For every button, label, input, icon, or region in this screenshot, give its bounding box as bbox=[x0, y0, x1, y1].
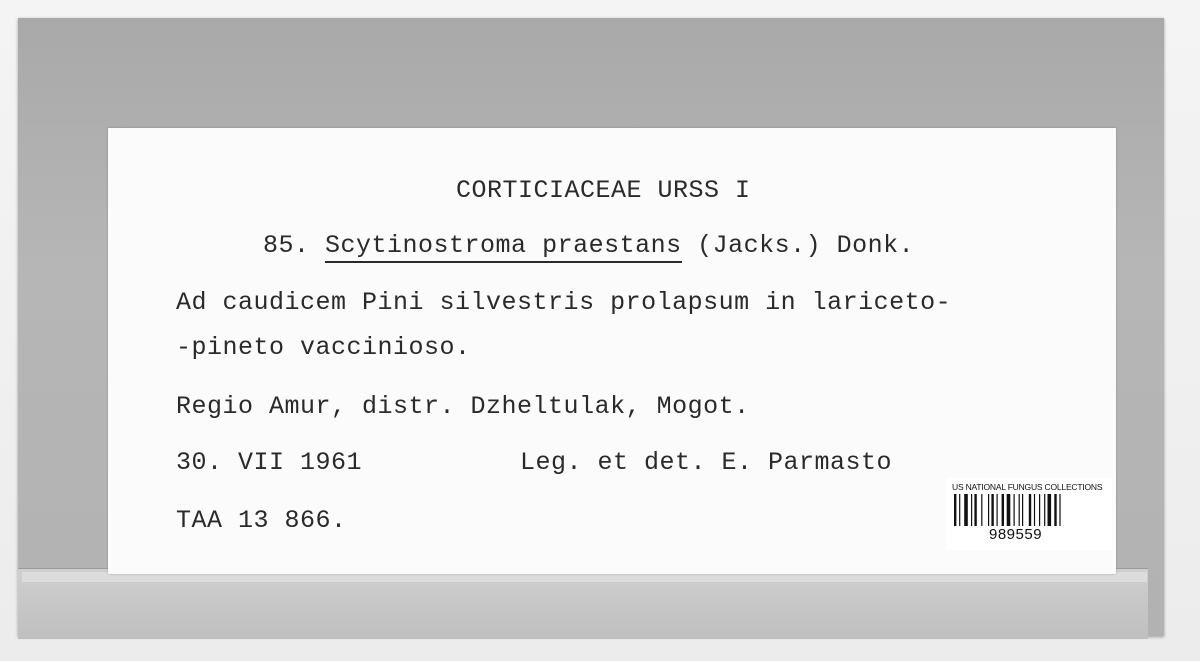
species-authority: (Jacks.) Donk. bbox=[697, 231, 915, 260]
substrate-line-1: Ad caudicem Pini silvestris prolapsum in lariceto- bbox=[176, 288, 952, 317]
species-name: Scytinostroma praestans bbox=[325, 231, 682, 263]
collector: Leg. et det. E. Parmasto bbox=[520, 448, 893, 477]
barcode-sticker bbox=[946, 478, 1112, 550]
label-header: CORTICIACEAE URSS I bbox=[456, 176, 751, 205]
barcode-bars bbox=[954, 494, 1096, 526]
specimen-label bbox=[108, 128, 1116, 574]
barcode-number: 989559 bbox=[989, 526, 1043, 543]
accession-number: TAA 13 866. bbox=[176, 506, 347, 535]
collection-date: 30. VII 1961 bbox=[176, 448, 363, 477]
barcode-title: US NATIONAL FUNGUS COLLECTIONS bbox=[952, 482, 1103, 492]
substrate-line-2: -pineto vaccinioso. bbox=[176, 333, 471, 362]
species-line bbox=[263, 231, 914, 260]
specimen-number: 85. bbox=[263, 231, 310, 260]
locality: Regio Amur, distr. Dzheltulak, Mogot. bbox=[176, 392, 750, 421]
